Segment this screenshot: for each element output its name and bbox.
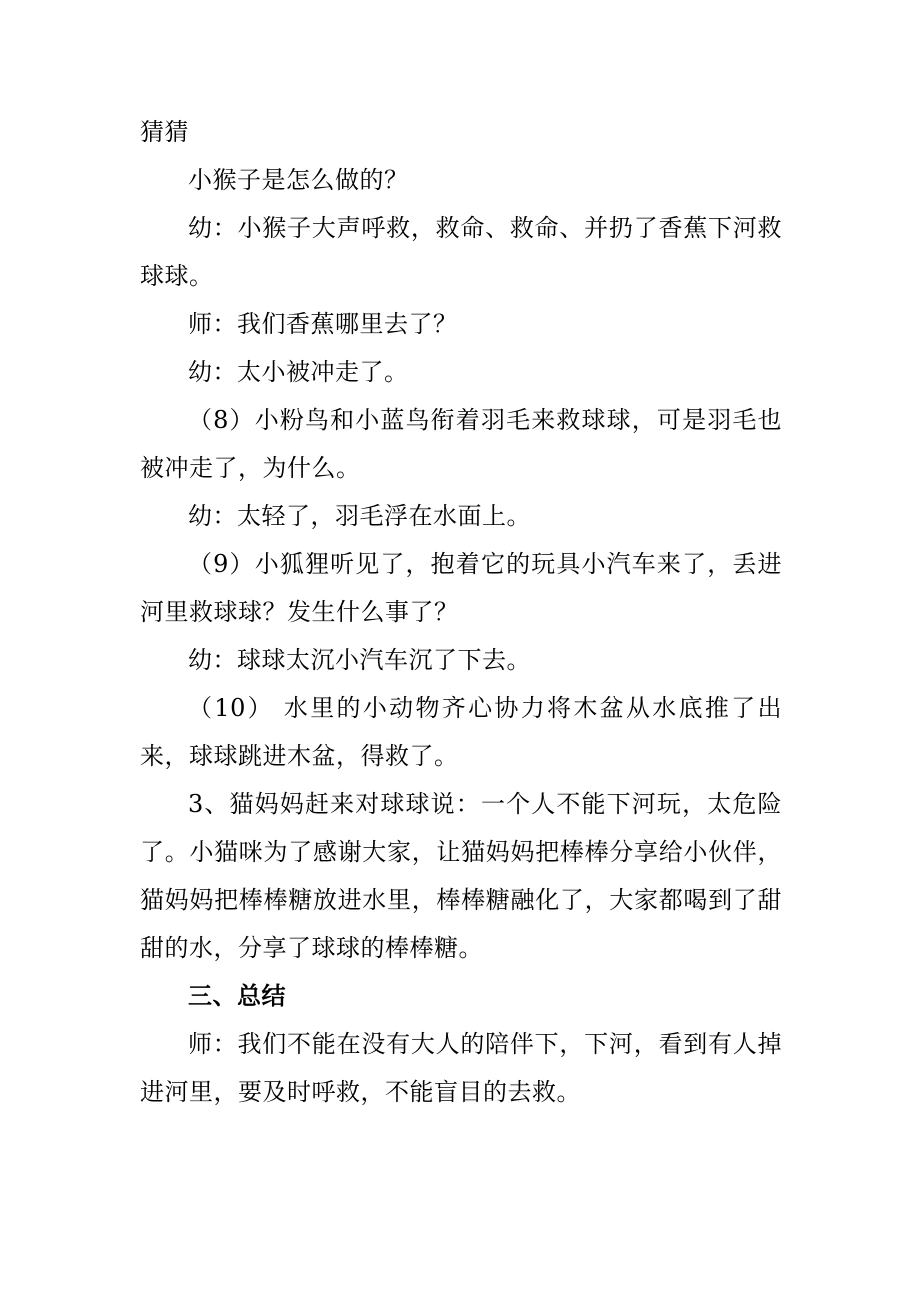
paragraph-step-8-birds: （8）小粉鸟和小蓝鸟衔着羽毛来救球球，可是羽毛也被冲走了，为什么。 <box>140 406 782 482</box>
paragraph-teacher-banana: 师：我们香蕉哪里去了？ <box>188 310 458 338</box>
section-heading-summary: 三、总结 <box>188 981 286 1010</box>
paragraph-child-answer-monkey: 幼：小猴子大声呼救，救命、救命、并扔了香蕉下河救球球。 <box>140 214 782 290</box>
paragraph-step-3-cat-mother: 3、猫妈妈赶来对球球说：一个人不能下河玩，太危险了。小猫咪为了感谢大家，让猫妈妈把棒棒分享给小伙伴，猫妈妈把棒棒糖放进水里，棒棒糖融化了，大家都喝到了甜甜的水，分享了球球的棒棒糖。 <box>140 790 782 962</box>
paragraph-child-answer-car: 幼：球球太沉小汽车沉了下去。 <box>188 646 531 674</box>
paragraph-child-answer-feather: 幼：太轻了，羽毛浮在水面上。 <box>188 502 531 530</box>
paragraph-question-monkey: 小猴子是怎么做的？ <box>188 166 409 194</box>
paragraph-teacher-summary: 师：我们不能在没有大人的陪伴下，下河，看到有人掉进河里，要及时呼救，不能盲目的去救。 <box>140 1030 782 1106</box>
paragraph-guess: 猜猜 <box>140 118 189 146</box>
paragraph-child-answer-banana: 幼：太小被冲走了。 <box>188 358 409 386</box>
document-body <box>140 108 782 1116</box>
paragraph-step-10-basin: （10） 水里的小动物齐心协力将木盆从水底推了出来，球球跳进木盆，得救了。 <box>140 694 782 770</box>
paragraph-step-9-fox: （9）小狐狸听见了，抱着它的玩具小汽车来了，丢进河里救球球？发生什么事了？ <box>140 550 782 626</box>
